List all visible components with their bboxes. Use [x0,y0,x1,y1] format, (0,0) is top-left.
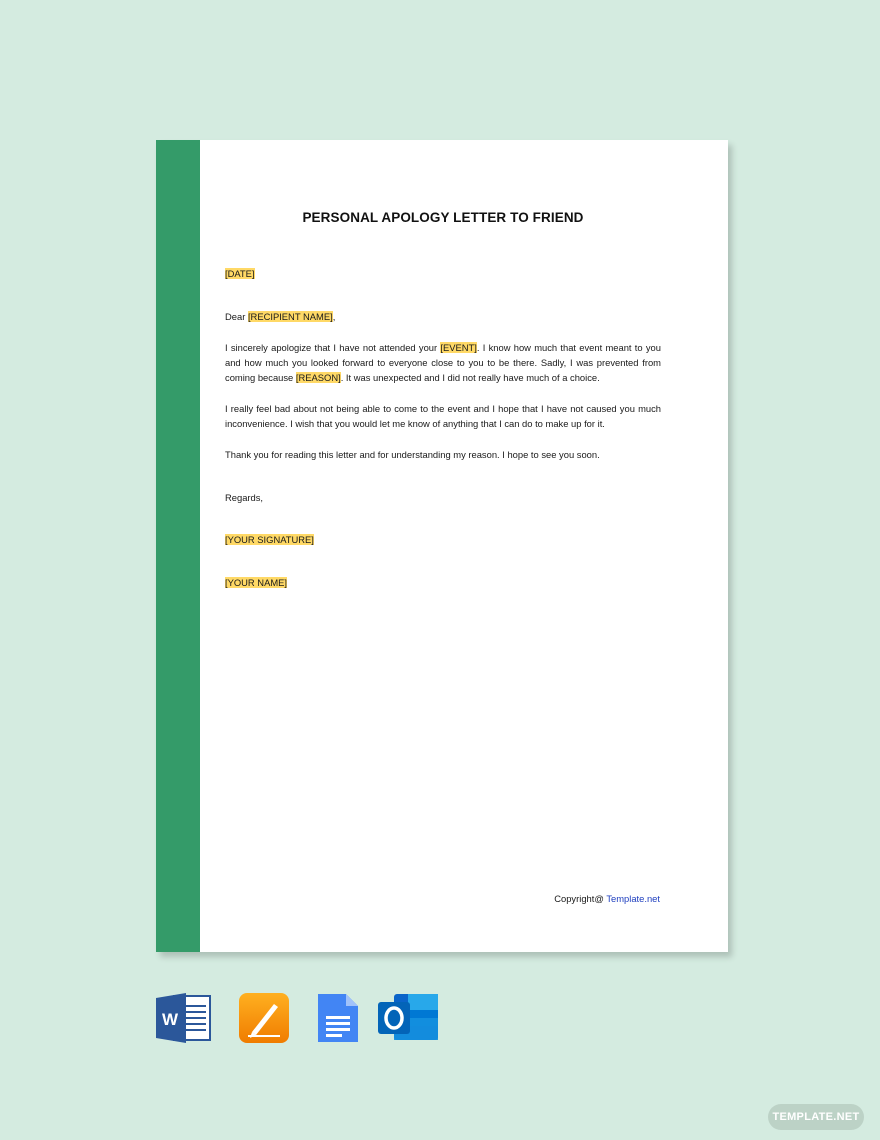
apple-pages-icon[interactable] [238,992,290,1049]
p1-text-c: . It was unexpected and I did not really have much of a choice. [340,372,600,384]
signature-line [225,532,661,547]
paragraph-2: I really feel bad about not being able to come to the event and I hope that I have not caused you much inconvenience. I wish that you would let me know of anything that I can do to make up for it. [225,403,661,430]
google-docs-icon[interactable] [316,992,360,1049]
event-placeholder: [EVENT] [440,342,477,353]
letter-title: PERSONAL APOLOGY LETTER TO FRIEND [302,210,584,225]
microsoft-outlook-icon[interactable] [378,992,440,1049]
microsoft-word-icon[interactable] [156,992,212,1049]
closing: Regards, [225,492,264,503]
svg-text:W: W [161,1010,179,1029]
p1-text-b: . I know how much that event meant to you and how much you looked forward to everyone close to you to be there. Sadly, I was prevented from coming because [225,342,661,384]
paragraph-1 [225,340,661,386]
date-line [225,266,661,281]
reason-placeholder: [REASON] [295,372,341,384]
salutation [225,309,661,324]
salutation-prefix: Dear [225,311,248,322]
recipient-placeholder: [RECIPIENT NAME] [247,311,333,322]
green-side-stripe [156,140,200,952]
letter-document [156,140,728,952]
salutation-suffix: , [332,311,336,322]
copyright-prefix: Copyright@ [554,893,607,904]
template-net-badge[interactable]: TEMPLATE.NET [768,1104,864,1130]
name-line [225,575,661,590]
date-placeholder: [DATE] [225,268,255,279]
copyright-notice [554,893,660,904]
p1-text-a: I sincerely apologize that I have not attended your [225,342,441,353]
copyright-link[interactable]: Template.net [606,893,660,904]
name-placeholder: [YOUR NAME] [225,577,287,588]
signature-placeholder: [YOUR SIGNATURE] [225,534,314,545]
paragraph-3: Thank you for reading this letter and for understanding my reason. I hope to see you soon. [225,449,600,460]
